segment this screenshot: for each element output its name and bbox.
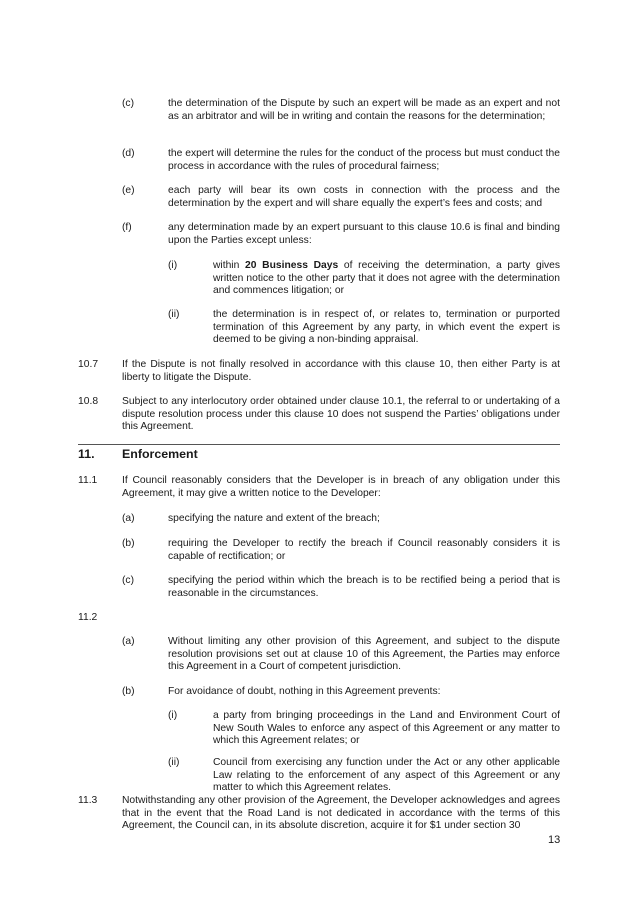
- item-text-f: any determination made by an expert pursuant to this clause 10.6 is final and binding upon the Parties except unless:: [168, 222, 560, 246]
- item-text-d: the expert will determine the rules for the conduct of the process but must conduct the process in accordance with the rules of procedural fairness;: [168, 148, 560, 172]
- subitem-label-f-i: (i): [168, 260, 178, 271]
- clause-text-10-8: Subject to any interlocutory order obtained under clause 10.1, the referral to or undertaking of a dispute resolution process under this clause 10 does not suspend the Parties’ obligations under this Agreement.: [122, 396, 560, 433]
- clause-text-11-1: If Council reasonably considers that the Developer is in breach of any obligation under this Agreement, it may give a written notice to the Developer:: [122, 475, 560, 499]
- item-text-11-2-b: For avoidance of doubt, nothing in this Agreement prevents:: [168, 686, 441, 697]
- subitem-label-11-2-b-i: (i): [168, 710, 178, 721]
- subitem-text-f-i-post: of receiving the determination, a party gives written notice to the other party that it does not agree with the determination and commences litigation; or: [213, 260, 561, 297]
- item-label-c: (c): [122, 98, 135, 109]
- clause-label-11-3: 11.3: [78, 795, 98, 806]
- clause-text-10-7: If the Dispute is not finally resolved in accordance with this clause 10, then either Party is at liberty to litigate the Dispute.: [122, 359, 560, 383]
- subitem-label-11-2-b-ii: (ii): [168, 757, 180, 768]
- item-label-11-2-b: (b): [122, 686, 135, 697]
- section-divider: [78, 444, 560, 445]
- subitem-text-11-2-b-i: a party from bringing proceedings in the Land and Environment Court of New South Wales to enforce any aspect of this Agreement or any matter to which this Agreement relates; or: [213, 710, 560, 747]
- clause-label-10-7: 10.7: [78, 359, 99, 370]
- clause-text-11-3: Notwithstanding any other provision of the Agreement, the Developer acknowledges and agrees that in the event that the Road Land is not dedicated in accordance with the terms of this Agreement, the Council can, in its absolute discretion, acquire it for $1 under section 30: [122, 795, 560, 832]
- clause-label-10-8: 10.8: [78, 396, 99, 407]
- item-text-11-1-c: specifying the period within which the breach is to be rectified being a period that is reasonable in the circumstances.: [168, 575, 560, 599]
- item-label-e: (e): [122, 185, 135, 196]
- item-label-11-1-c: (c): [122, 575, 135, 586]
- clause-label-11-1: 11.1: [78, 475, 98, 486]
- section-title: Enforcement: [122, 447, 198, 461]
- item-label-11-2-a: (a): [122, 636, 135, 647]
- section-number: 11.: [78, 447, 95, 461]
- business-days-emphasis: 20 Business Days: [245, 260, 339, 271]
- item-label-11-1-a: (a): [122, 513, 135, 524]
- item-text-11-2-a: Without limiting any other provision of this Agreement, and subject to the dispute resolution provisions set out at clause 10 of this Agreement, the Parties may enforce this Agreement in a Court of competent jurisdiction.: [168, 636, 560, 673]
- item-label-d: (d): [122, 148, 135, 159]
- subitem-text-11-2-b-ii: Council from exercising any function under the Act or any other applicable Law relating to the enforcement of any aspect of this Agreement or any matter to which this Agreement relates.: [213, 757, 560, 794]
- page-number: 13: [548, 834, 561, 846]
- clause-label-11-2: 11.2: [78, 612, 98, 623]
- item-label-f: (f): [122, 222, 132, 233]
- item-text-c: the determination of the Dispute by such an expert will be made as an expert and not as an arbitrator and will be in writing and contain the reasons for the determination;: [168, 98, 560, 122]
- subitem-text-f-i: [213, 260, 560, 298]
- subitem-text-f-i-pre: within: [213, 260, 246, 271]
- item-text-11-1-b: requiring the Developer to rectify the breach if Council reasonably considers it is capable of rectification; or: [168, 538, 560, 562]
- item-text-11-1-a: specifying the nature and extent of the breach;: [168, 513, 380, 524]
- subitem-label-f-ii: (ii): [168, 309, 180, 320]
- item-label-11-1-b: (b): [122, 538, 135, 549]
- item-text-e: each party will bear its own costs in connection with the process and the determination by the expert and will share equally the expert’s fees and costs; and: [168, 185, 560, 209]
- subitem-text-f-ii: the determination is in respect of, or relates to, termination or purported termination of this Agreement by any party, in which event the expert is deemed to be giving a non-binding appraisal.: [213, 309, 560, 346]
